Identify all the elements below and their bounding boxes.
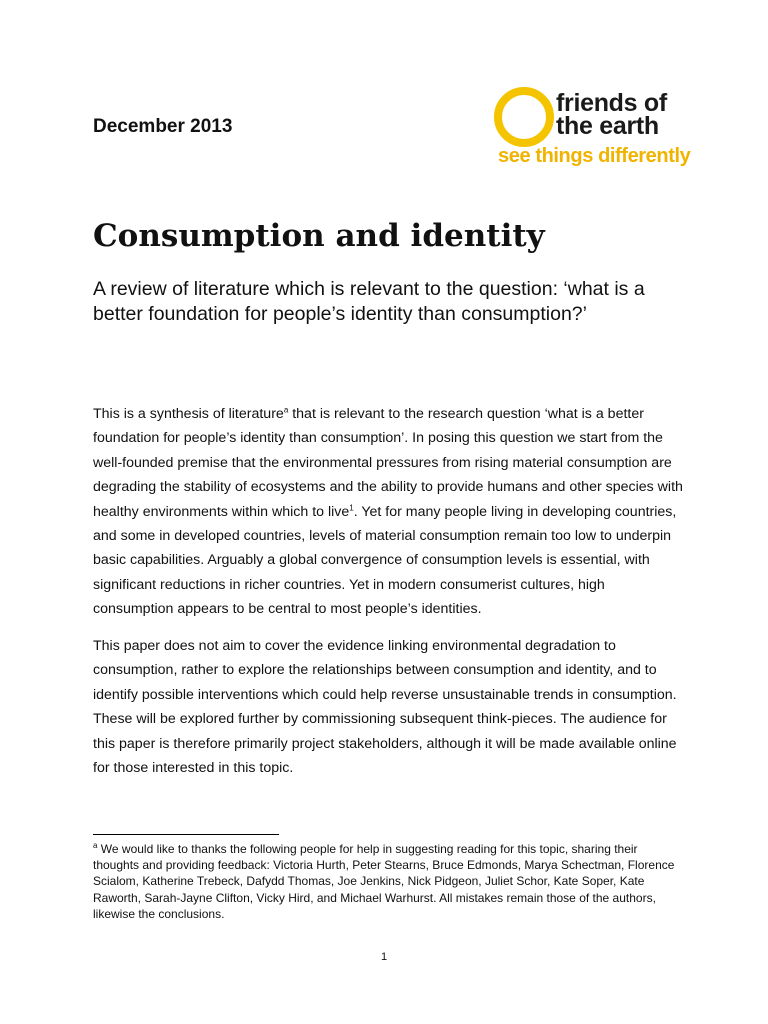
friends-of-the-earth-logo — [494, 87, 691, 171]
yellow-ring-icon — [494, 87, 554, 147]
document-date: December 2013 — [93, 116, 233, 137]
page-number: 1 — [380, 951, 388, 963]
paragraph-text: that is relevant to the research question ‘what is a better foundation for people’s identity than consumption’. In posing this question we start from the well-founded premise that the environmental pressures from rising material consumption are degrading the stability of ecosystems and the ability to provide humans and other species with healthy environments within which to live — [93, 406, 683, 520]
footnote-ref-a[interactable]: a — [283, 405, 289, 415]
document-title: Consumption and identity — [93, 218, 545, 254]
logo-name-line2: the earth — [556, 112, 659, 140]
footnote-marker: a — [93, 841, 98, 850]
footnote-divider — [93, 834, 279, 835]
footnote — [93, 841, 683, 922]
intro-paragraph — [93, 402, 683, 622]
logo-name-line1: friends of — [556, 89, 667, 117]
paragraph-text: This is a synthesis of literature — [93, 406, 284, 422]
paragraph-text: . Yet for many people living in developing countries, and some in developed countries, levels of material consumption remain too low to underpin basic capabilities. Arguably a global convergence of consumption levels is essential, with significant reductions in richer countries. Yet in modern consumerist cultures, high consumption appears to be central to most people’s identities. — [93, 503, 677, 618]
scope-paragraph: This paper does not aim to cover the evidence linking environmental degradation to consumption, rather to explore the relationships between consumption and identity, and to identify possible interventions which could help reverse unsustainable trends in consumption. These will be explored further by commissioning subsequent think-pieces. The audience for this paper is therefore primarily project stakeholders, although it will be made available online for those interested in this topic. — [93, 638, 677, 777]
footnote-text: We would like to thanks the following people for help in suggesting reading for this topic, sharing their thoughts and providing feedback: Victoria Hurth, Peter Stearns, Bruce Edmonds, Marya Schectman, Florence Scialom, Katherine Trebeck, Dafydd Thomas, Joe Jenkins, Nick Pidgeon, Juliet Schor, Kate Soper, Kate Raworth, Sarah-Jayne Clifton, Vicky Hird, and Michael Warhurst. All mistakes remain those of the authors, likewise the conclusions. — [93, 842, 675, 921]
logo-name — [556, 89, 667, 140]
document-subtitle: A review of literature which is relevant to the question: ‘what is a better foundation for people’s identity than consumption?’ — [93, 278, 645, 325]
logo-tagline: see things differently — [498, 145, 691, 167]
endnote-ref-1[interactable]: 1 — [349, 502, 354, 512]
